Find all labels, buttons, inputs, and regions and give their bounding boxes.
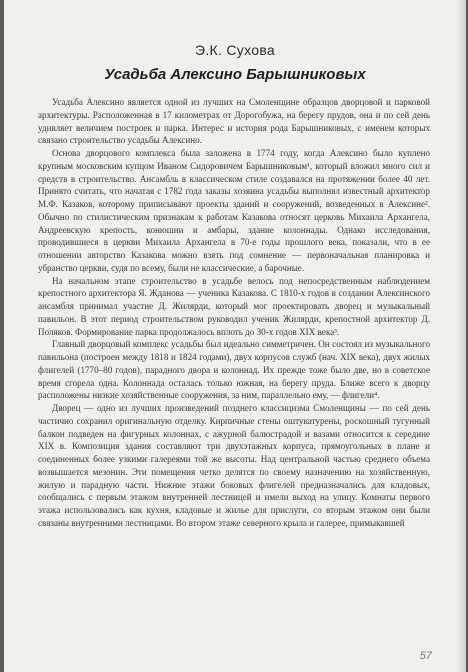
article-author: Э.К. Сухова: [195, 42, 275, 58]
article-body: [38, 96, 430, 530]
paragraph: Главный дворцовый комплекс усадьбы был идеально симметричен. Он состоял из музыкального павильона (построен между 1818 и 1824 годами), двух корпусов служб (нач. XIX века), двух жилых флигелей (1770–80 годов), парадного двора и колоннад. Их прежде тоже было две, но в советское время сгорела одна. Колоннада осталась только южная, на берегу пруда. Ближе всего к дворцу расположены низкие хозяйственные сооружения, за ним, параллельно ему, — флигели⁴.: [38, 339, 430, 401]
page-number: 57: [419, 650, 432, 662]
paragraph: Усадьба Алексино является одной из лучших на Смоленщине образцов дворцовой и парковой архитектуры. Расположенная в 17 километрах от Дорогобужа, на берегу прудов, она и по сей день удивляет величием построек и парка. Интерес и история рода Барышниковых, с именем которых связано строительство усадьбы Алексино.: [38, 97, 430, 146]
paragraph: Основа дворцового комплекса была заложена в 1774 году, когда Алексино было куплено крупным московским купцом Иваном Сидоровичем Барышниковым¹, который вложил много сил и средств в строительство. Ансамбль в классическом стиле создавался на протяжении более 40 лет. Принято считать, что начатая с 1782 года заказы хозяина усадьбы выполнял известный архитектор М.Ф. Казаков, которому приписывают проекты зданий и сооружений, возведенных в Алексине². Обычно по стилистическим признакам к работам Казакова относят церковь Михаила Архангела, Андреевскую крепость, конюшни и амбары, здание колоннады. Однако исследования, проводившиеся в церкви Михаила Архангела в 70-е годы прошлого века, показали, что в ее отношении авторство Казакова можно взять под сомнение — первоначальная планировка и убранство церкви, судя по всему, были не классические, а барочные.: [38, 148, 430, 273]
paragraph: Дворец — одно из лучших произведений позднего классицизма Смоленщины — по сей день частично сохранил оригинальную отделку. Кирпичные стены оштукатурены, роскошный тугунный балкон подведен на фигурных колоннах, с ажурной балюстрадой и вазами относится к середине XIX в. Композиция здания составляют три двухэтажных корпуса, прямоугольных в плане и соединенных более узкими галереями той же высоты. Над центральной частью среднего объема возвышается мезонин. Эти помещения четко делятся по своему назначению на хозяйственную, жилую и парадную части. Нижние этажи боковых флигелей предназначались для кладовых, сообщались с первым этажом внутренней лестницей и имели выход на улицу. Комнаты первого этажа использовались как кухня, кладовые и жилье для прислуги, со вторым этажом они были связаны внутренними лестницами. Во втором этаже северного крыла и галерее, примыкавшей: [38, 403, 430, 528]
paragraph: На начальном этапе строительство в усадьбе велось под непосредственным наблюдением крепостного архитектора Я. Жданова — ученика Казакова. С 1810-х годов в создании Алексинского ансамбля принимал участие Д. Жилярди, который мог проектировать дворец и музыкальный павильон. В этот период строительством руководил ученик Жилярди, крепостной архитектор Д. Поляков. Формирование парка продолжалось вплоть до 30-х годов XIX века³.: [38, 275, 430, 337]
page-edge-shadow: [456, 0, 466, 672]
article-title: Усадьба Алексино Барышниковых: [104, 66, 366, 83]
book-page: [4, 0, 466, 672]
